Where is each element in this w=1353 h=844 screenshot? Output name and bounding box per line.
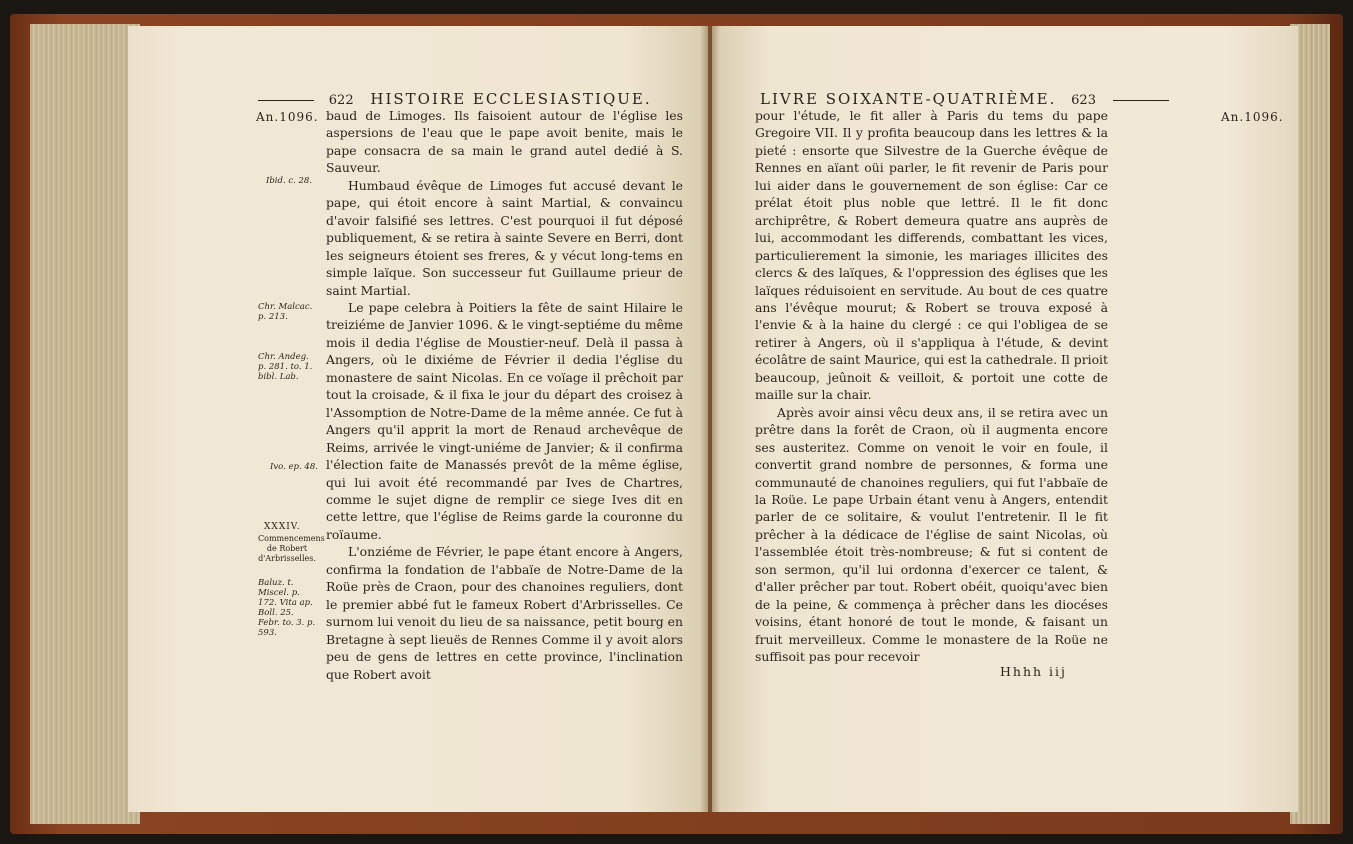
header-rule [1113,100,1169,101]
left-paragraph: Humbaud évêque de Limoges fut accusé devant le pape, qui étoit encore à saint Martial, & convaincu d'avoir falsifié ses lettres. C'est pourquoi il fut déposé publiquement, & se retira à sainte Severe en Berri, dont les seigneurs étoient ses freres, & y vécut long-tems en simple laïque. Son successeur fut Guillaume prieur de saint Martial. [326,177,683,298]
left-body-text [326,107,683,683]
margin-note-chr-andeg: Chr. Andeg. p. 281. to. 1. bibl. Lab. [258,352,313,382]
left-paragraph: L'onziéme de Février, le pape étant encore à Angers, confirma la fondation de l'abbaïe de Notre-Dame de la Roüe près de Craon, pour des chanoines reguliers, dont le premier abbé fut le fameux Robert d'Arbrisselles. Ce surnom lui venoit du lieu de sa naissance, petit bourg en Bretagne à sept lieuës de Rennes Comme il y avoit alors peu de gens de lettres en cette province, l'inclination que Robert avoit [326,544,683,682]
left-year-margin: An.1096. [256,110,319,124]
right-paragraph: Après avoir ainsi vêcu deux ans, il se retira avec un prêtre dans la forêt de Craon, où il augmenta encore ses austeritez. Comme on venoit le voir en foule, il convertit grand nombre de personnes, & forma une communauté de chanoines reguliers, qui fut l'abbaïe de la Roüe. Le pape Urbain étant venu à Angers, entendit parler de ce solitaire, & voulut l'entretenir. Il le fit prêcher à la dédicace de l'église de saint Nicolas, où l'assemblée étoit très-nombreuse; & fut si content de son sermon, qu'il lui ordonna d'exercer ce talent, & d'aller prêcher par tout. Robert obéit, quoiqu'avec bien de la peine, & commença à prêcher dans les diocéses voisins, étant honoré de tout le monde, & faisant un fruit merveilleux. Comme le monastere de la Roüe ne suffisoit pas pour recevoir [755,404,1108,665]
right-page-header [760,90,1169,108]
left-paragraph: baud de Limoges. Ils faisoient autour de l'église les aspersions de l'eau que le pape avoit benite, mais le pape consacra de sa main le grand autel dedié à S. Sauveur. [326,108,683,176]
margin-note-ibid: Ibid. c. 28. [266,176,313,186]
margin-note-section-number: XXXIV. [264,522,301,532]
right-paragraph: pour l'étude, le fit aller à Paris du tems du pape Gregoire VII. Il y profita beaucoup dans les lettres & la pieté : ensorte que Silvestre de la Guerche évêque de Rennes en aïant oüi parler, le fit revenir de Paris pour lui aider dans le gouvernement de son église: Car ce prélat étoit plus noble que lettré. Il le fit donc archiprêtre, & Robert demeura quatre ans auprès de lui, accommodant les differends, combattant les vices, particulierement la simonie, les mariages illicites des clercs & des laïques, & l'oppression des églises que les laïques réduisoient en servitude. Au bout de ces quatre ans l'évêque mourut; & Robert se trouva exposé à l'envie & à la haine du clergé : ce qui l'obligea de se retirer à Angers, où il s'appliqua à l'étude, & devint écolâtre de saint Maurice, qui est la cathedrale. Il prioit beaucoup, jeûnoit & veilloit, & portoit une cotte de maille sur la chair. [755,108,1108,403]
signature-mark: Hhhh iij [1000,664,1067,679]
margin-note-ivo: Ivo. ep. 48. [270,462,318,472]
left-page-header [258,90,652,108]
book-gutter [700,26,720,812]
margin-note-section-title: Commencemens de Robert d'Arbrisselles. [258,534,325,563]
page-edges-left [30,24,140,824]
header-rule [258,100,314,101]
left-running-title: HISTOIRE ECCLESIASTIQUE. [370,90,652,108]
right-running-title: LIVRE SOIXANTE-QUATRIÈME. [760,90,1057,108]
right-body-text [755,107,1108,666]
left-page-number: 622 [328,93,354,108]
right-page-number: 623 [1071,93,1096,108]
left-paragraph: Le pape celebra à Poitiers la fête de saint Hilaire le treiziéme de Janvier 1096. & le vingt-septiéme du même mois il dedia l'église de Moustier-neuf. Delà il passa à Angers, où le dixiéme de Février il dedia l'église du monastere de saint Nicolas. En ce voïage il prêchoit par tout la croisade, & il fixa le jour du départ des croisez à l'Assomption de Notre-Dame de la même année. Ce fut à Angers qu'il apprit la mort de Renaud archevêque de Reims, arrivée le vingt-uniéme de Janvier; & il confirma l'élection faite de Manassés prevôt de la même église, qui lui avoit été recommandé par Ives de Chartres, comme le sujet digne de remplir ce siege Ives dit en cette lettre, que l'église de Reims garde la couronne du roïaume. [326,299,683,542]
margin-note-chr-malcac: Chr. Malcac. p. 213. [258,302,313,322]
margin-note-baluz: Baluz. t. Miscel. p. 172. Vita ap. Boll. 25. Febr. to. 3. p. 593. [258,578,316,638]
right-year-margin: An.1096. [1221,110,1284,124]
